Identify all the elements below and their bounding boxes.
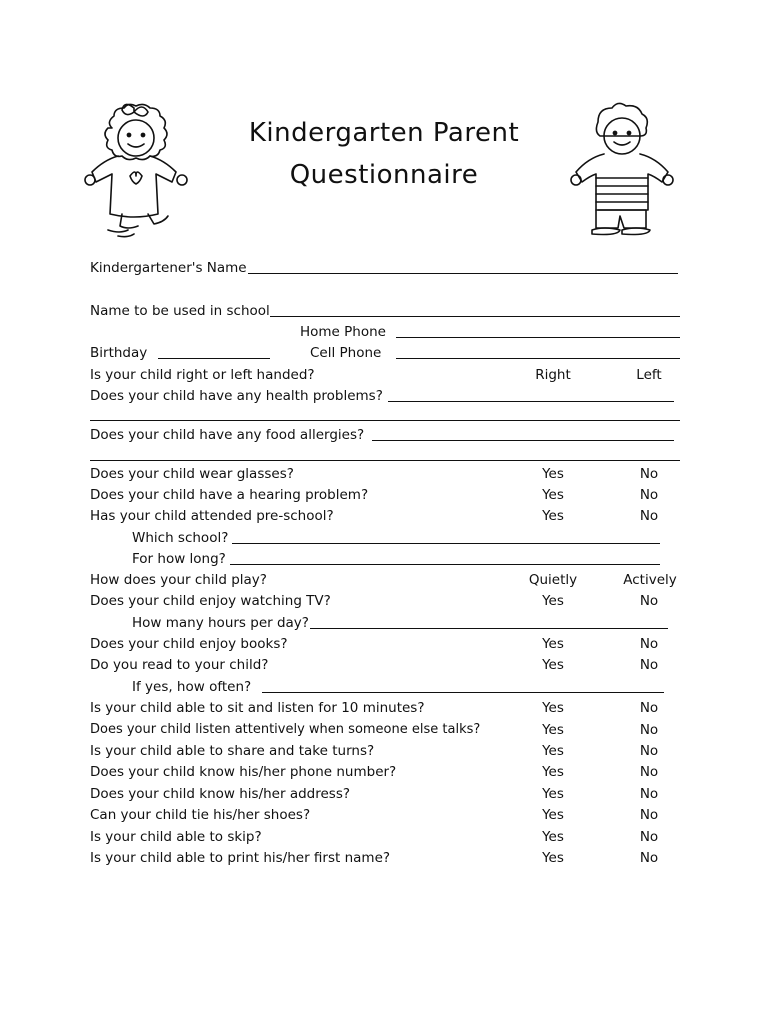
school-name-field[interactable] (270, 316, 680, 317)
sit-listen-question: Is your child able to sit and listen for 10 minutes? (90, 700, 425, 716)
hearing-no-option[interactable]: No (639, 487, 659, 503)
hearing-yes-option[interactable]: Yes (542, 487, 564, 503)
how-long-question: For how long? (132, 551, 226, 567)
phone-number-no-option[interactable]: No (639, 764, 659, 780)
address-no-option[interactable]: No (639, 786, 659, 802)
listen-attentive-question: Does your child listen attentively when someone else talks? (90, 722, 481, 737)
share-row (90, 741, 688, 761)
hearing-question: Does your child have a hearing problem? (90, 487, 369, 503)
girl-clipart (78, 98, 200, 240)
health-field[interactable] (388, 401, 674, 402)
health-question: Does your child have any health problems? (90, 388, 383, 404)
how-long-field[interactable] (230, 564, 660, 565)
listen-attentive-yes-option[interactable]: Yes (542, 722, 564, 738)
skip-question: Is your child able to skip? (90, 829, 262, 845)
allergies-extra-line[interactable] (90, 460, 680, 461)
glasses-no-option[interactable]: No (639, 466, 659, 482)
phone-number-yes-option[interactable]: Yes (542, 764, 564, 780)
health-extra-line[interactable] (90, 420, 680, 421)
page-title (200, 112, 568, 196)
handed-question: Is your child right or left handed? (90, 367, 315, 383)
handed-right-option[interactable]: Right (535, 367, 571, 383)
preschool-row (90, 506, 688, 526)
share-question: Is your child able to share and take turns? (90, 743, 375, 759)
birthday-row (90, 343, 688, 363)
tie-shoes-no-option[interactable]: No (639, 807, 659, 823)
how-long-row (90, 549, 688, 569)
address-row (90, 784, 688, 804)
tv-yes-option[interactable]: Yes (542, 593, 564, 609)
title-line-2: Questionnaire (289, 160, 479, 190)
skip-row (90, 827, 688, 847)
share-no-option[interactable]: No (639, 743, 659, 759)
school-name-row (90, 301, 688, 321)
tie-shoes-row (90, 805, 688, 825)
handed-left-option[interactable]: Left (636, 367, 662, 383)
preschool-no-option[interactable]: No (639, 508, 659, 524)
how-often-question: If yes, how often? (132, 679, 252, 695)
listen-attentive-no-option[interactable]: No (639, 722, 659, 738)
preschool-question: Has your child attended pre-school? (90, 508, 334, 524)
birthday-label: Birthday (90, 345, 148, 361)
tv-hours-question: How many hours per day? (132, 615, 309, 631)
tv-question: Does your child enjoy watching TV? (90, 593, 331, 609)
allergies-row (90, 425, 688, 445)
phone-number-question: Does your child know his/her phone number? (90, 764, 397, 780)
glasses-yes-option[interactable]: Yes (542, 466, 564, 482)
play-actively-option[interactable]: Actively (623, 572, 677, 588)
which-school-field[interactable] (232, 543, 660, 544)
books-yes-option[interactable]: Yes (542, 636, 564, 652)
glasses-question: Does your child wear glasses? (90, 466, 294, 482)
preschool-yes-option[interactable]: Yes (542, 508, 564, 524)
tv-hours-field[interactable] (310, 628, 668, 629)
tie-shoes-question: Can your child tie his/her shoes? (90, 807, 311, 823)
birthday-field[interactable] (158, 358, 270, 359)
print-name-row (90, 848, 688, 868)
read-to-question: Do you read to your child? (90, 657, 269, 673)
cell-phone-label: Cell Phone (310, 345, 382, 361)
play-quietly-option[interactable]: Quietly (528, 572, 578, 588)
skip-no-option[interactable]: No (639, 829, 659, 845)
books-question: Does your child enjoy books? (90, 636, 288, 652)
sit-listen-yes-option[interactable]: Yes (542, 700, 564, 716)
skip-yes-option[interactable]: Yes (542, 829, 564, 845)
which-school-question: Which school? (132, 530, 229, 546)
kinder-name-field[interactable] (248, 273, 678, 274)
tie-shoes-yes-option[interactable]: Yes (542, 807, 564, 823)
read-to-row (90, 655, 688, 675)
how-often-field[interactable] (262, 692, 664, 693)
tv-hours-row (90, 613, 688, 633)
allergies-question: Does your child have any food allergies? (90, 427, 365, 443)
print-name-question: Is your child able to print his/her first name? (90, 850, 391, 866)
sit-listen-no-option[interactable]: No (639, 700, 659, 716)
books-row (90, 634, 688, 654)
print-name-yes-option[interactable]: Yes (542, 850, 564, 866)
share-yes-option[interactable]: Yes (542, 743, 564, 759)
home-phone-field[interactable] (396, 337, 680, 338)
home-phone-row (90, 322, 688, 342)
phone-number-row (90, 762, 688, 782)
kinder-name-label: Kindergartener's Name (90, 260, 247, 276)
home-phone-label: Home Phone (300, 324, 386, 340)
sit-listen-row (90, 698, 688, 718)
address-yes-option[interactable]: Yes (542, 786, 564, 802)
allergies-field[interactable] (372, 440, 674, 441)
tv-row (90, 591, 688, 611)
listen-attentive-row (90, 720, 688, 740)
how-often-row (90, 677, 688, 697)
which-school-row (90, 528, 688, 548)
cell-phone-field[interactable] (396, 358, 680, 359)
title-line-1: Kindergarten Parent (248, 118, 520, 148)
boy-clipart (562, 100, 680, 242)
print-name-no-option[interactable]: No (639, 850, 659, 866)
books-no-option[interactable]: No (639, 636, 659, 652)
handed-row (90, 365, 688, 385)
glasses-row (90, 464, 688, 484)
health-row (90, 386, 688, 406)
kinder-name-row (90, 258, 688, 278)
tv-no-option[interactable]: No (639, 593, 659, 609)
play-question: How does your child play? (90, 572, 267, 588)
read-to-yes-option[interactable]: Yes (542, 657, 564, 673)
address-question: Does your child know his/her address? (90, 786, 351, 802)
play-row (90, 570, 688, 590)
read-to-no-option[interactable]: No (639, 657, 659, 673)
school-name-label: Name to be used in school (90, 303, 270, 319)
hearing-row (90, 485, 688, 505)
